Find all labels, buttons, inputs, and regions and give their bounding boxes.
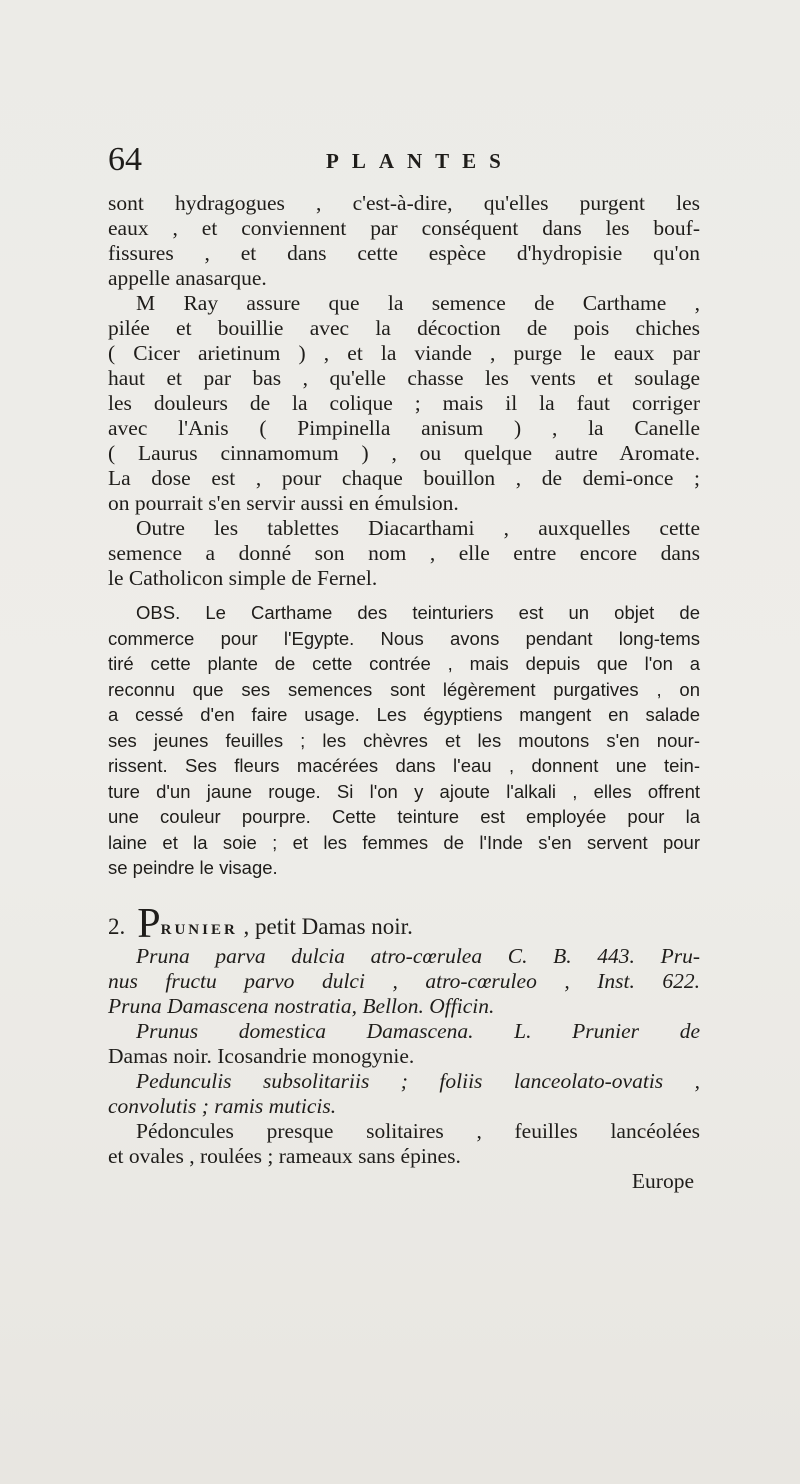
text-line: fissures , et dans cette espèce d'hydropisie qu'on: [108, 241, 700, 265]
text-line: se peindre le visage.: [108, 857, 278, 878]
synonym-line: Pruna parva dulcia atro-cœrulea C. B. 443. Pru-: [136, 943, 700, 968]
text-line: M Ray assure que la semence de Carthame ,: [136, 291, 700, 315]
text-line: une couleur pourpre. Cette teinture est employée pour la: [108, 806, 700, 827]
french-description-line: et ovales , roulées ; rameaux sans épines.: [108, 1143, 461, 1168]
spacer: [108, 881, 700, 905]
text-line: on pourrait s'en servir aussi en émulsion.: [108, 491, 459, 515]
page-body: [108, 190, 700, 1194]
latin-description-line: convolutis ; ramis muticis.: [108, 1093, 337, 1118]
text-line: pilée et bouillie avec la décoction de pois chiches: [108, 316, 700, 340]
synonym-line: nus fructu parvo dulci , atro-cœruleo , Inst. 622.: [108, 968, 700, 993]
latin-description-line: Pedunculis subsolitariis ; foliis lanceolato-ovatis ,: [136, 1068, 700, 1093]
paragraph-ray-carthame: [108, 290, 700, 515]
text-line: tiré cette plante de cette contrée , mais depuis que l'on a: [108, 653, 700, 674]
text-line: ( Cicer arietinum ) , et la viande , purge le eaux par: [108, 341, 700, 365]
text-line: commerce pour l'Egypte. Nous avons pendant long-tems: [108, 627, 700, 649]
classification-line: Damas noir. Icosandrie monogynie.: [108, 1043, 415, 1068]
text-line: le Catholicon simple de Fernel.: [108, 566, 378, 590]
entry-heading: [108, 900, 700, 947]
paragraph-diacarthami: [108, 515, 700, 590]
text-line: rissent. Ses fleurs macérées dans l'eau , donnent une tein-: [108, 755, 700, 776]
spacer: [108, 590, 700, 600]
entry-prunier: [108, 900, 700, 1194]
text-line: semence a donné son nom , elle entre encore dans: [108, 541, 700, 565]
text-line: ses jeunes feuilles ; les chèvres et les moutons s'en nour-: [108, 729, 700, 751]
synonym-line: Pruna Damascena nostratia, Bellon. Officin.: [108, 993, 495, 1018]
catchword: Europe: [631, 1168, 694, 1193]
french-description-line: Pédoncules presque solitaires , feuilles lancéolées: [136, 1118, 700, 1143]
text-line: appelle anasarque.: [108, 266, 267, 290]
text-line: sont hydragogues , c'est-à-dire, qu'elles purgent les: [108, 191, 700, 215]
text-line: reconnu que ses semences sont légèrement purgatives , on: [108, 678, 700, 700]
text-line: laine et la soie ; et les femmes de l'Inde s'en servent pour: [108, 831, 700, 853]
paragraph-hydropisie: [108, 190, 700, 290]
running-title: PLANTES: [326, 149, 514, 173]
entry-initial: P: [137, 900, 161, 947]
linnaean-name-line: Prunus domestica Damascena. L. Prunier de: [136, 1018, 700, 1043]
text-line: eaux , et conviennent par conséquent dans les bouf-: [108, 216, 700, 240]
text-line: avec l'Anis ( Pimpinella anisum ) , la Canelle: [108, 416, 700, 440]
page-number: 64: [108, 141, 142, 178]
entry-name: RUNIER: [160, 921, 238, 938]
text-line: a cessé d'en faire usage. Les égyptiens mangent en salade: [108, 704, 700, 725]
text-line: ture d'un jaune rouge. Si l'on y ajoute l'alkali , elles offrent: [108, 780, 700, 802]
text-line: haut et par bas , qu'elle chasse les vents et soulage: [108, 366, 700, 390]
entry-number: 2.: [108, 913, 126, 939]
text-line: ( Laurus cinnamomum ) , ou quelque autre Aromate.: [108, 441, 700, 465]
page-header: [108, 140, 708, 180]
text-line: Outre les tablettes Diacarthami , auxquelles cette: [136, 516, 700, 540]
obs-note: [108, 600, 700, 881]
text-line: La dose est , pour chaque bouillon , de demi-once ;: [108, 466, 700, 490]
entry-common-name: , petit Damas noir.: [243, 913, 413, 939]
text-line: OBS. Le Carthame des teinturiers est un objet de: [136, 602, 700, 623]
text-line: les douleurs de la colique ; mais il la faut corriger: [108, 391, 700, 415]
